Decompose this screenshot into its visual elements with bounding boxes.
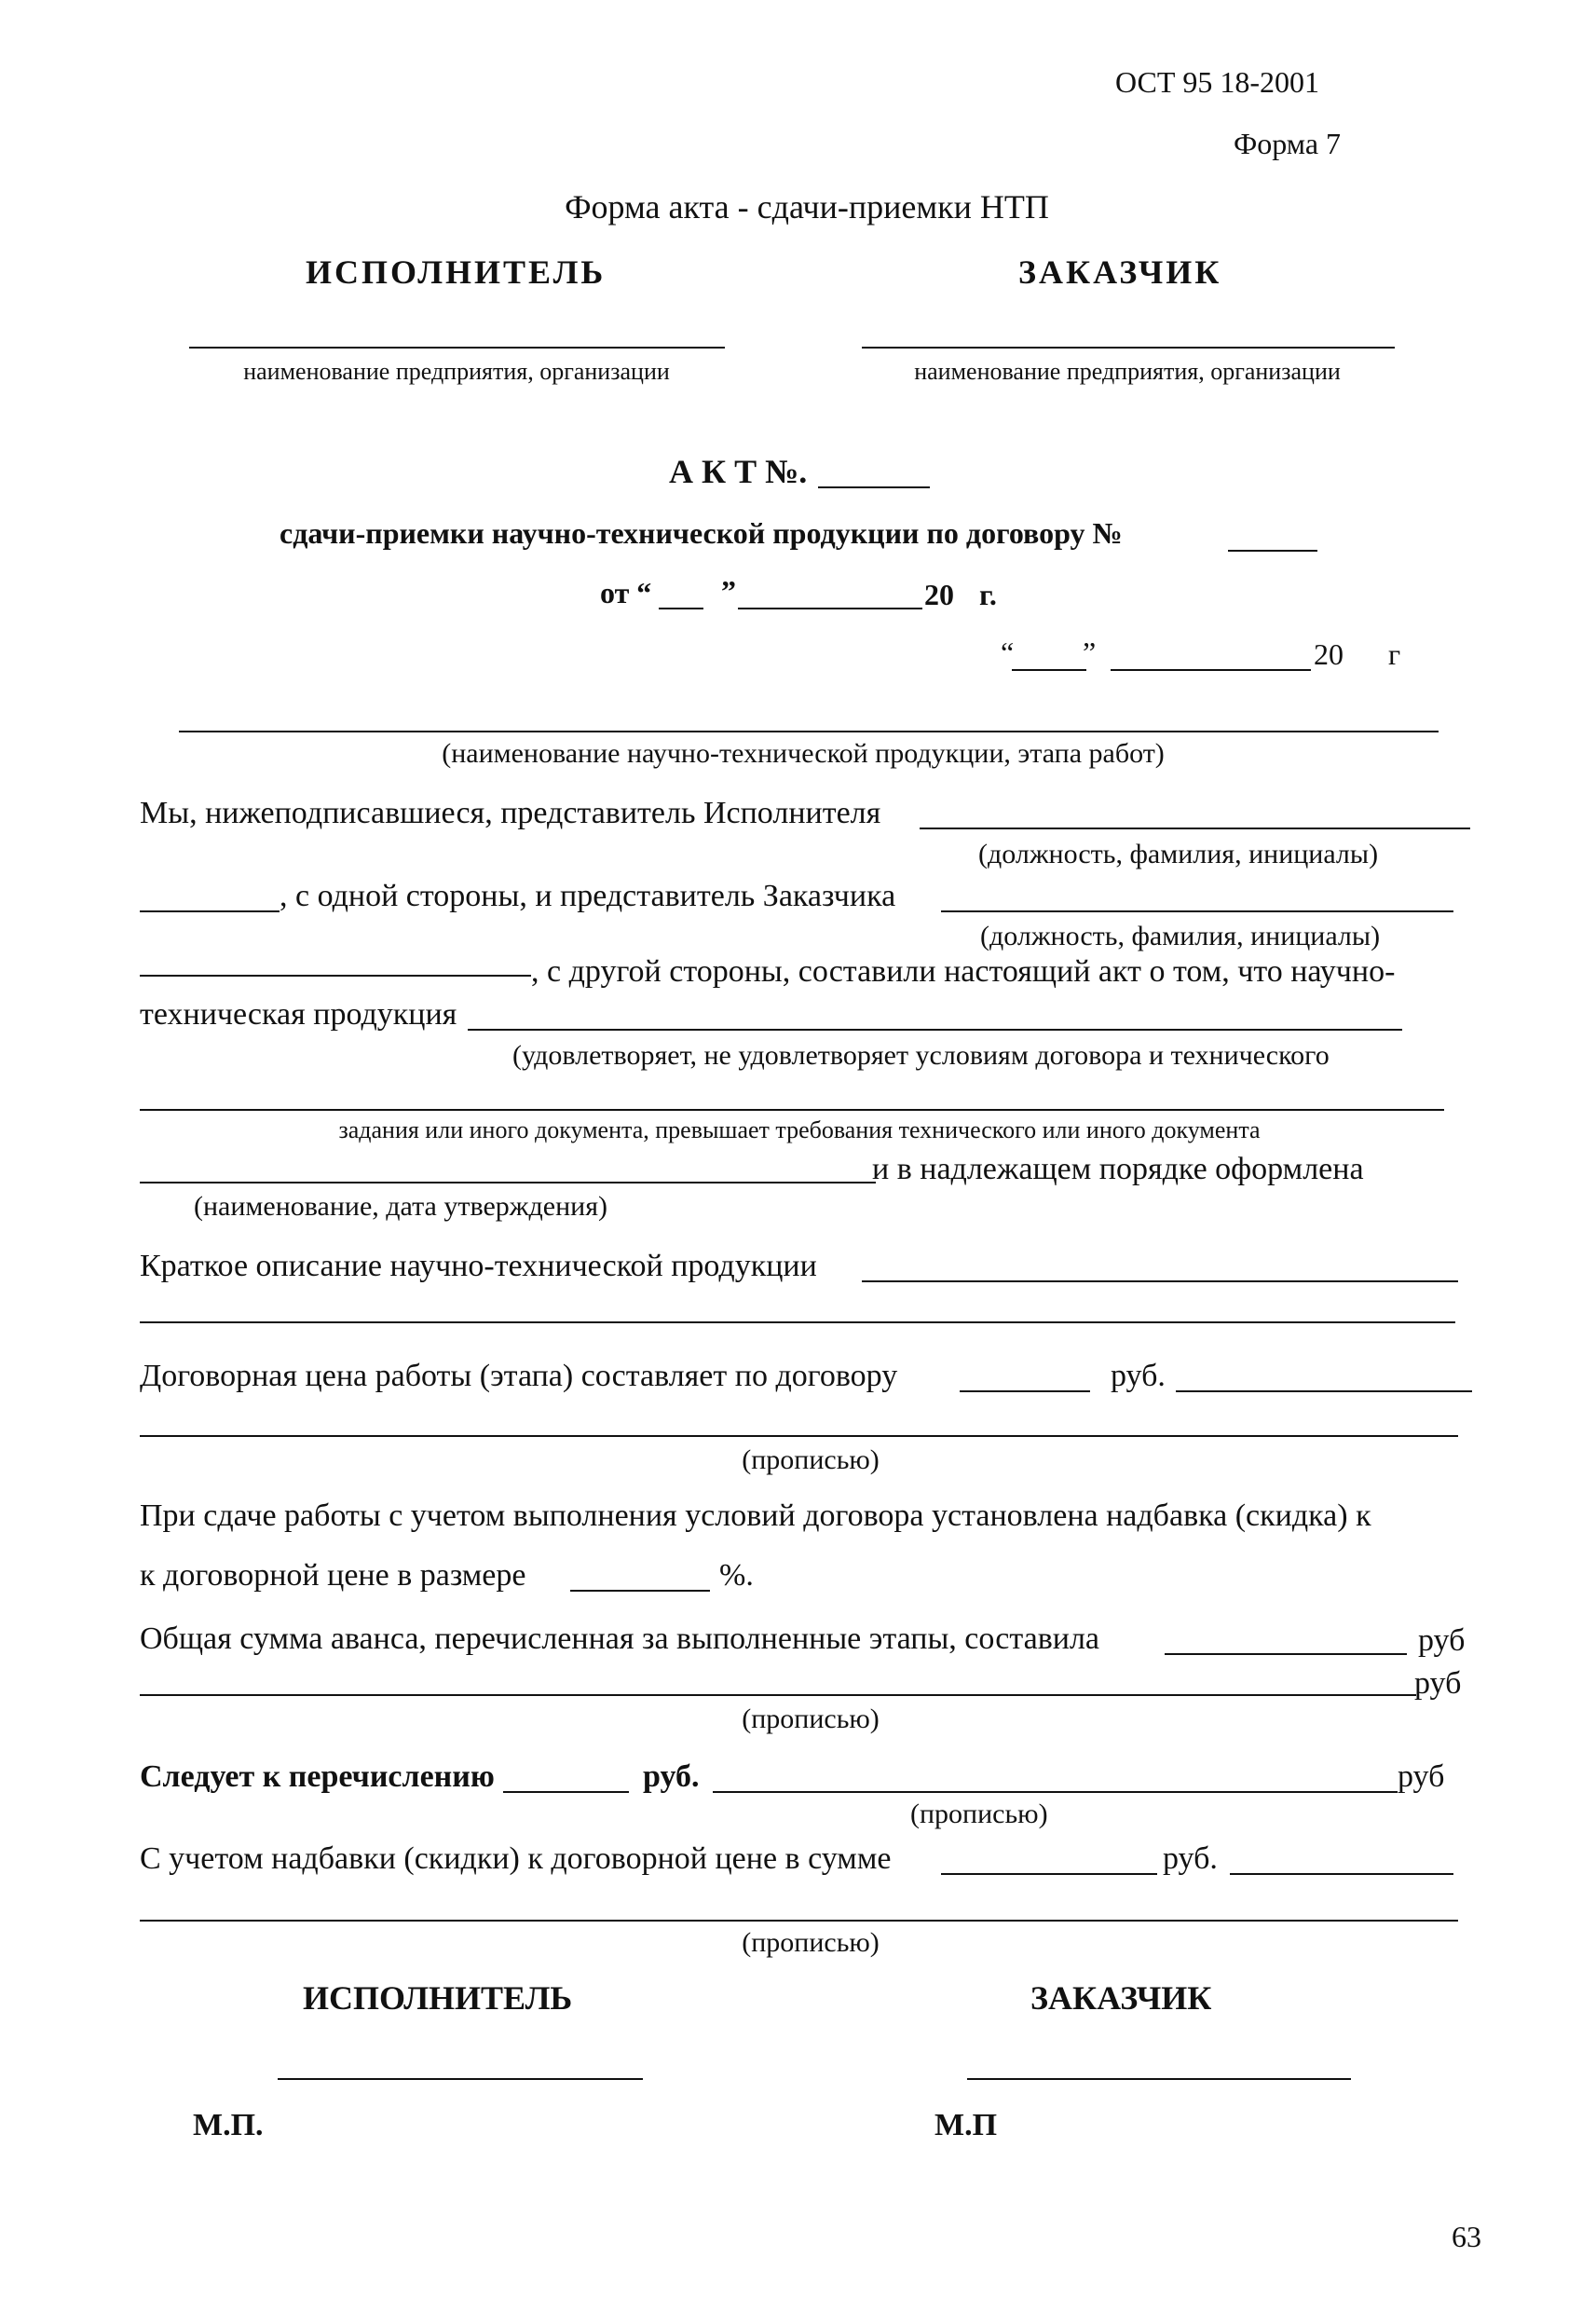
advance-sum-line	[1165, 1653, 1407, 1655]
executor-stamp: М.П.	[193, 2108, 264, 2142]
executor-heading: ИСПОЛНИТЕЛЬ	[306, 253, 607, 291]
executor-signature-line	[278, 2078, 643, 2080]
representatives-text: Мы, нижеподписавшиеся, представитель Исполнителя	[140, 796, 881, 830]
date2-year: 20	[1314, 637, 1344, 671]
date2-day-line	[1012, 669, 1086, 671]
act-subtitle: сдачи-приемки научно-технической продукции по договору №	[280, 516, 1123, 550]
document-title: Форма акта - сдачи-приемки НТП	[565, 188, 1049, 226]
in-words-caption-1: (прописью)	[742, 1444, 880, 1475]
in-words-caption-4: (прописью)	[742, 1927, 880, 1958]
customer-signature-line	[967, 2078, 1351, 2080]
contract-price-number-line	[960, 1390, 1090, 1392]
contract-price-rub: руб.	[1111, 1359, 1166, 1393]
customer-stamp: М.П	[934, 2108, 998, 2142]
to-transfer-rub: руб.	[643, 1759, 700, 1794]
to-transfer-number-line	[503, 1791, 629, 1793]
in-words-caption-3: (прописью)	[910, 1799, 1048, 1829]
document-name-line	[140, 1182, 876, 1183]
other-side-text: , с другой стороны, составили настоящий акт о том, что научно-	[531, 954, 1396, 989]
in-words-caption-2: (прописью)	[742, 1703, 880, 1734]
executor-rep-line-2	[140, 910, 280, 912]
date2-g: г	[1388, 637, 1401, 671]
date-from-quote: ”	[721, 574, 736, 608]
surcharge-text-line1: При сдаче работы с учетом выполнения условий договора установлена надбавка (скидка) к	[140, 1498, 1371, 1533]
brief-description-label: Краткое описание научно-технической продукции	[140, 1249, 817, 1283]
executor-org-caption: наименование предприятия, организации	[243, 358, 670, 385]
date-month-line	[738, 608, 922, 609]
date-from-g: г.	[979, 578, 997, 611]
customer-org-line	[862, 347, 1395, 349]
date2-close-quote: ”	[1083, 636, 1097, 669]
contract-price-label: Договорная цена работы (этапа) составляет по договору	[140, 1359, 898, 1393]
with-surcharge-words-line-2	[140, 1920, 1458, 1922]
brief-description-line	[862, 1280, 1458, 1282]
advance-words-rub: руб	[1414, 1666, 1462, 1701]
proper-form-text: и в надлежащем порядке оформлена	[872, 1152, 1364, 1186]
to-transfer-label: Следует к перечислению	[140, 1759, 495, 1794]
product-conformity-line	[468, 1029, 1402, 1031]
name-date-caption: (наименование, дата утверждения)	[194, 1191, 607, 1222]
date-from-prefix: от “	[600, 576, 652, 609]
position-caption-customer: (должность, фамилия, инициалы)	[980, 921, 1381, 951]
customer-signature-heading: ЗАКАЗЧИК	[1030, 1979, 1212, 2017]
advance-rub: руб	[1418, 1623, 1466, 1658]
product-name-caption: (наименование научно-технической продукции, этапа работ)	[442, 738, 1165, 769]
executor-signature-heading: ИСПОЛНИТЕЛЬ	[303, 1979, 573, 2017]
contract-number-line	[1228, 550, 1317, 552]
executor-org-line	[189, 347, 725, 349]
advance-sum-label: Общая сумма аванса, перечисленная за выполненные этапы, составила	[140, 1621, 1100, 1656]
act-number-line	[818, 486, 930, 488]
advance-words-line	[140, 1694, 1416, 1696]
with-surcharge-number-line	[941, 1873, 1157, 1875]
percent-sign: %.	[719, 1558, 754, 1593]
customer-rep-line-2	[140, 975, 531, 977]
with-surcharge-label: С учетом надбавки (скидки) к договорной цене в сумме	[140, 1841, 892, 1876]
surcharge-text-line2: к договорной цене в размере	[140, 1558, 526, 1593]
date-day-line	[659, 608, 703, 609]
customer-heading: ЗАКАЗЧИК	[1018, 253, 1222, 291]
one-side-text: , с одной стороны, и представитель Заказчика	[280, 879, 896, 913]
customer-rep-line	[941, 910, 1453, 912]
conformity-continue-line	[140, 1109, 1444, 1111]
customer-org-caption: наименование предприятия, организации	[914, 358, 1341, 385]
page-number: 63	[1452, 2220, 1481, 2253]
date2-open-quote: “	[1001, 636, 1015, 669]
contract-price-words-line	[1176, 1390, 1472, 1392]
to-transfer-words-line	[713, 1791, 1398, 1793]
brief-description-line-2	[140, 1321, 1455, 1323]
position-caption-executor: (должность, фамилия, инициалы)	[978, 839, 1379, 869]
with-surcharge-words-line	[1230, 1873, 1453, 1875]
task-caption: задания или иного документа, превышает требования технического или иного документа	[338, 1116, 1261, 1143]
product-label: техническая продукция	[140, 997, 457, 1032]
act-number-label: А К Т №.	[669, 453, 808, 490]
to-transfer-rub-end: руб	[1398, 1759, 1445, 1794]
date2-month-line	[1111, 669, 1311, 671]
satisfies-caption: (удовлетворяет, не удовлетворяет условиям договора и технического	[512, 1040, 1330, 1071]
with-surcharge-rub: руб.	[1163, 1841, 1218, 1876]
form-label: Форма 7	[1234, 127, 1342, 160]
contract-price-words-line-2	[140, 1435, 1458, 1437]
product-name-line	[179, 731, 1439, 732]
date-from-year: 20	[924, 578, 954, 611]
surcharge-percent-line	[570, 1590, 710, 1592]
executor-rep-line	[920, 828, 1470, 829]
standard-number: ОСТ 95 18-2001	[1115, 65, 1320, 99]
